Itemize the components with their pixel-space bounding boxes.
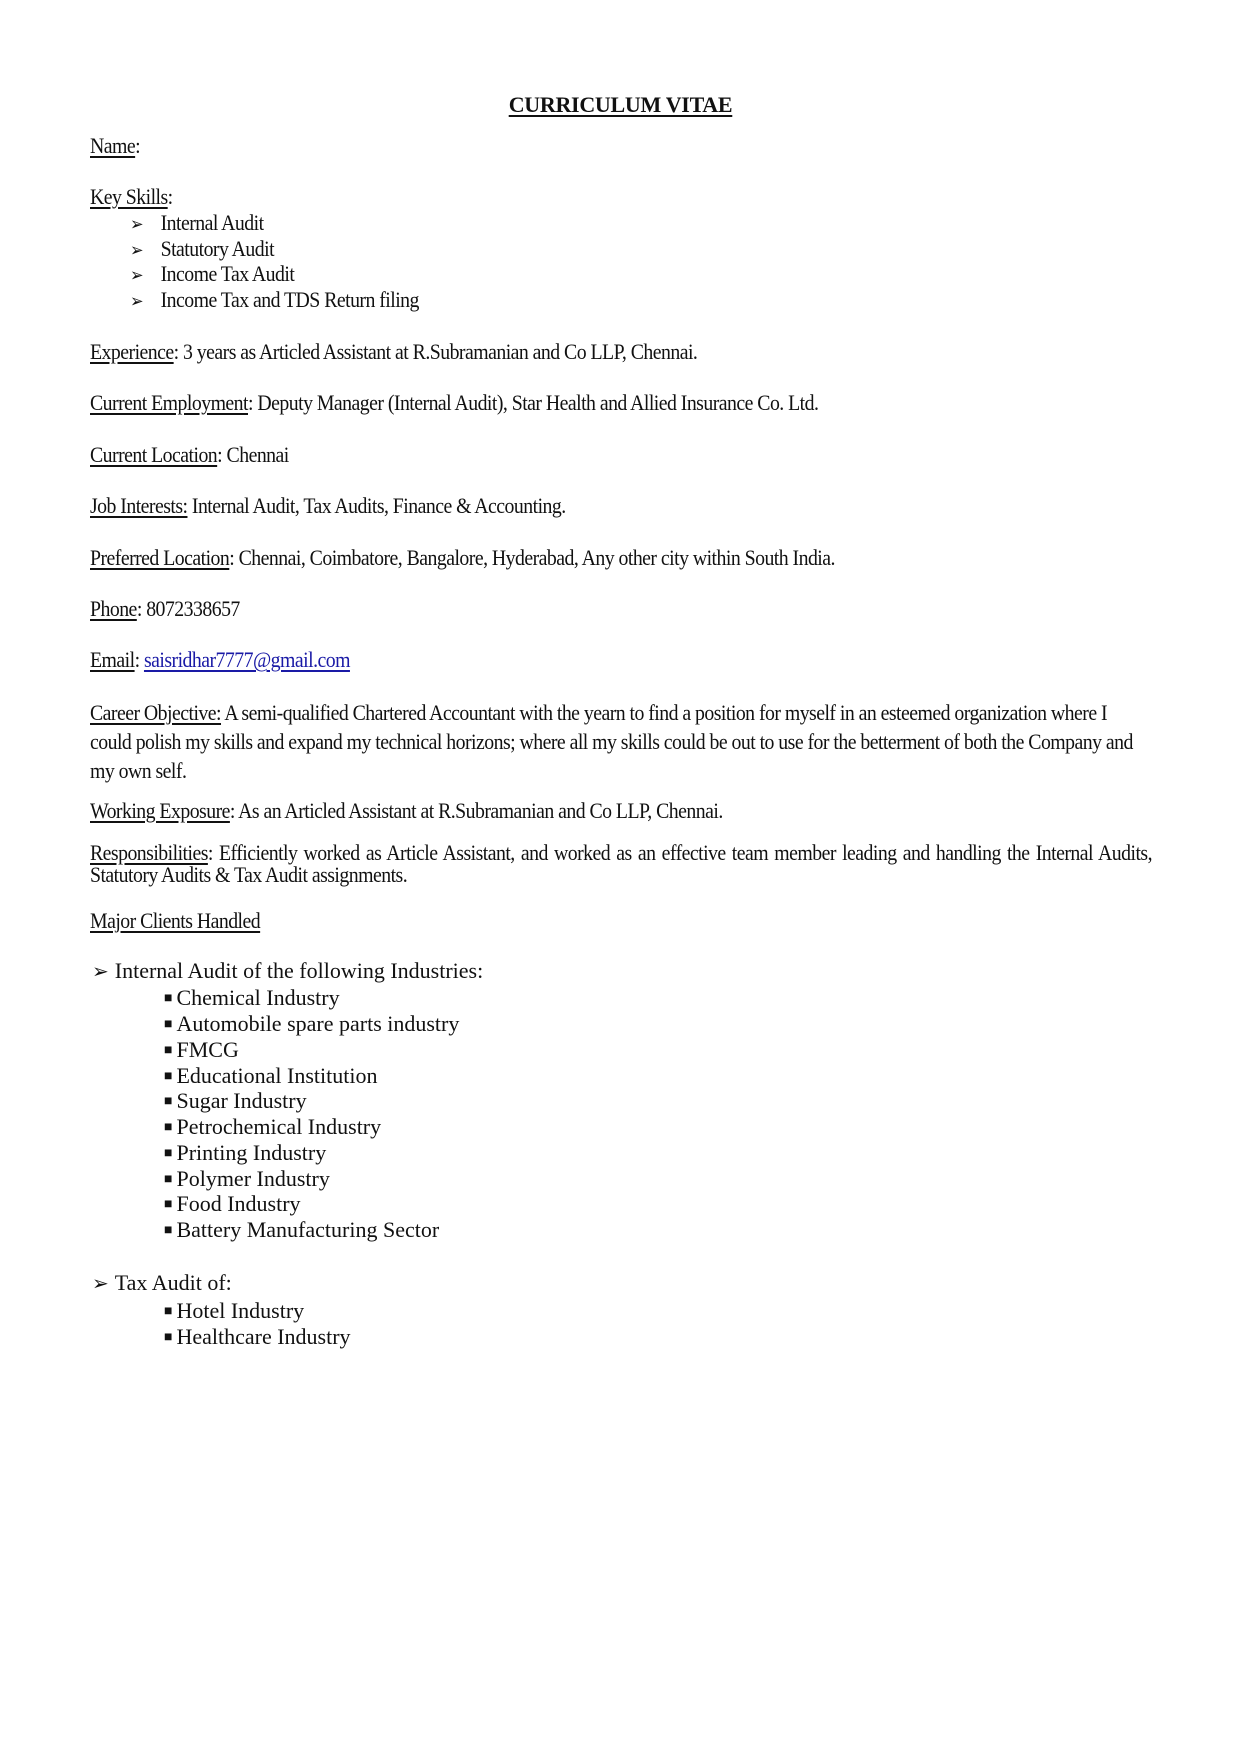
client-group-heading: ➢ Tax Audit of:: [92, 1270, 232, 1295]
square-bullet-icon: ■: [164, 1330, 173, 1345]
arrowhead-icon: ➢: [130, 291, 144, 311]
square-bullet-icon: ■: [164, 1197, 173, 1212]
square-bullet-icon: ■: [164, 1069, 173, 1084]
client-item: ■ Food Industry: [164, 1191, 301, 1216]
square-bullet-icon: ■: [164, 1120, 173, 1135]
client-item: ■ Battery Manufacturing Sector: [164, 1217, 440, 1242]
skill-item: ➢ Income Tax and TDS Return filing: [130, 287, 419, 312]
square-bullet-icon: ■: [164, 1017, 173, 1032]
client-item: ■ Printing Industry: [164, 1140, 327, 1165]
responsibilities-field: Responsibilities: Efficiently worked as Article Assistant, and worked as an effective team member leading and handling the Internal Audits, Statutory Audits & Tax Audit assignments.: [90, 840, 1153, 887]
major-clients-heading: Major Clients Handled: [90, 908, 261, 933]
client-item: ■ FMCG: [164, 1037, 239, 1062]
skill-item: ➢ Income Tax Audit: [130, 261, 295, 286]
skill-item: ➢ Statutory Audit: [130, 236, 275, 261]
skill-item: ➢ Internal Audit: [130, 210, 264, 235]
arrow-icon: ➢: [92, 961, 109, 983]
square-bullet-icon: ■: [164, 1043, 173, 1058]
job-interests-field: Job Interests: Internal Audit, Tax Audits, Finance & Accounting.: [90, 493, 566, 518]
square-bullet-icon: ■: [164, 1094, 173, 1109]
client-item: ■ Hotel Industry: [164, 1298, 305, 1323]
square-bullet-icon: ■: [164, 1146, 173, 1161]
email-field: Email: saisridhar7777@gmail.com: [90, 647, 350, 672]
client-item: ■ Polymer Industry: [164, 1166, 330, 1191]
name-label: Name: [90, 133, 136, 158]
square-bullet-icon: ■: [164, 1172, 173, 1187]
client-item: ■ Petrochemical Industry: [164, 1114, 382, 1139]
arrow-icon: ➢: [92, 1273, 109, 1295]
arrowhead-icon: ➢: [130, 240, 144, 260]
preferred-location-field: Preferred Location: Chennai, Coimbatore, Bangalore, Hyderabad, Any other city within South India.: [90, 545, 835, 570]
arrowhead-icon: ➢: [130, 265, 144, 285]
current-location-field: Current Location: Chennai: [90, 442, 289, 467]
phone-field: Phone: 8072338657: [90, 596, 240, 621]
working-exposure-field: Working Exposure: As an Articled Assistant at R.Subramanian and Co LLP, Chennai.: [90, 798, 723, 823]
client-group-heading: ➢ Internal Audit of the following Industries:: [92, 958, 484, 983]
name-field: Name:: [90, 133, 141, 158]
client-item: ■ Educational Institution: [164, 1063, 378, 1088]
email-link[interactable]: saisridhar7777@gmail.com: [143, 647, 350, 672]
square-bullet-icon: ■: [164, 1223, 173, 1238]
client-item: ■ Automobile spare parts industry: [164, 1011, 460, 1036]
key-skills-heading: Key Skills:: [90, 184, 173, 209]
square-bullet-icon: ■: [164, 991, 173, 1006]
square-bullet-icon: ■: [164, 1304, 173, 1319]
document-title: CURRICULUM VITAE: [508, 92, 733, 117]
arrowhead-icon: ➢: [130, 214, 144, 234]
experience-field: Experience: 3 years as Articled Assistant at R.Subramanian and Co LLP, Chennai.: [90, 339, 698, 364]
client-item: ■ Healthcare Industry: [164, 1324, 351, 1349]
client-item: ■ Chemical Industry: [164, 985, 340, 1010]
career-objective-field: Career Objective: A semi-qualified Chartered Accountant with the yearn to find a position for myself in an esteemed organization where I could polish my skills and expand my technical horizons; where all my skills could be out to use for the betterment of both the Company and my own self.: [90, 700, 1133, 783]
phone-value: 8072338657: [146, 596, 240, 621]
client-item: ■ Sugar Industry: [164, 1088, 307, 1113]
current-employment-field: Current Employment: Deputy Manager (Internal Audit), Star Health and Allied Insurance Co. Ltd.: [90, 390, 819, 415]
